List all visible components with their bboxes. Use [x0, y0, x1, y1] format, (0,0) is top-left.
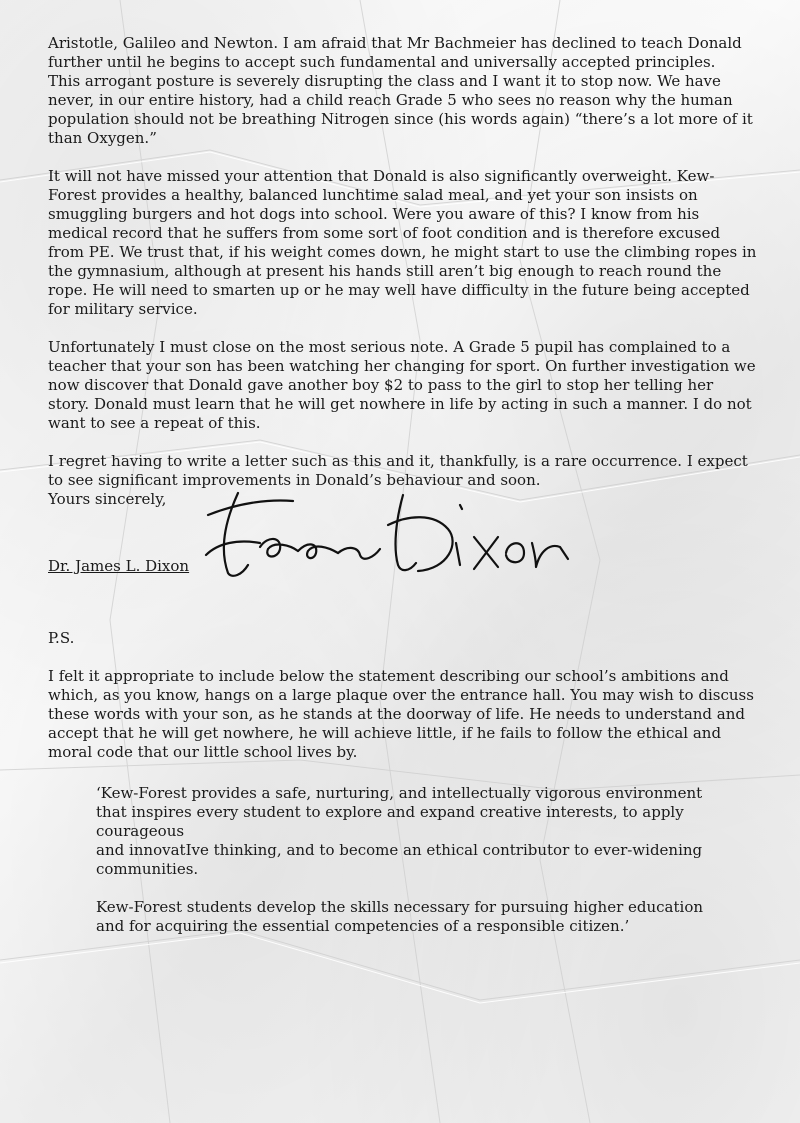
quote-line-1: ‘Kew-Forest provides a safe, nurturing, and intellectually vigorous environment that inspires every student to explore and expand creative interests, to apply courageous — [96, 784, 703, 840]
ps-label: P.S. — [48, 629, 75, 647]
signature-block — [48, 509, 758, 583]
signatory-name: Dr. James L. Dixon — [48, 557, 190, 575]
paragraph-regret: I regret having to write a letter such as this and it, thankfully, is a rare occurrence. I expect to see significant improvements in Donald’s behaviour and soon. — [48, 452, 748, 489]
paragraph-principles: Aristotle, Galileo and Newton. I am afraid that Mr Bachmeier has declined to teach Donald further until he begins to accept such fundamental and universally accepted principles. — [48, 34, 742, 71]
paragraph-arrogant-posture: This arrogant posture is severely disrupting the class and I want it to stop now. We have never, in our entire history, had a child reach Grade 5 who sees no reason why the human population should not be breathing Nitrogen since (his words again) “there’s a lot more of it than Oxygen.” — [48, 72, 753, 147]
letter-body — [48, 34, 758, 936]
closing-salutation: Yours sincerely, — [48, 490, 167, 508]
quote-paragraph-2: Kew-Forest students develop the skills necessary for pursuing higher education and for acquiring the essential competencies of a responsible citizen.’ — [96, 898, 704, 935]
paragraph-serious-note: Unfortunately I must close on the most serious note. A Grade 5 pupil has complained to a teacher that your son has been watching her changing for sport. On further investigation we now discover that Donald gave another boy $2 to pass to the girl to stop her telling her story. Donald must learn that he will get nowhere in life by acting in such a manner. I do not want to see a repeat of this. — [48, 338, 756, 432]
paragraph-weight: It will not have missed your attention that Donald is also significantly overweight. Kew-Forest provides a healthy, balanced lunchtime salad meal, and yet your son insists on smuggling burgers and hot dogs into school. Were you aware of this? I know from his medical record that he suffers from some sort of foot condition and is therefore excused from PE. We trust that, if his weight comes down, he might start to use the climbing ropes in the gymnasium, although at present his hands still aren’t big enough to reach round the rope. He will need to smarten up or he may well have difficulty in the future being accepted for military service. — [48, 167, 757, 318]
school-statement-quote — [96, 784, 726, 936]
quote-line-2: and innovatIve thinking, and to become an ethical contributor to ever-widening communities. — [96, 841, 703, 878]
ps-paragraph: I felt it appropriate to include below the statement describing our school’s ambitions and which, as you know, hangs on a large plaque over the entrance hall. You may wish to discuss these words with your son, as he stands at the doorway of life. He needs to understand and accept that he will get nowhere, he will achieve little, if he fails to follow the ethical and moral code that our little school lives by. — [48, 667, 754, 761]
handwritten-signature — [198, 485, 578, 585]
